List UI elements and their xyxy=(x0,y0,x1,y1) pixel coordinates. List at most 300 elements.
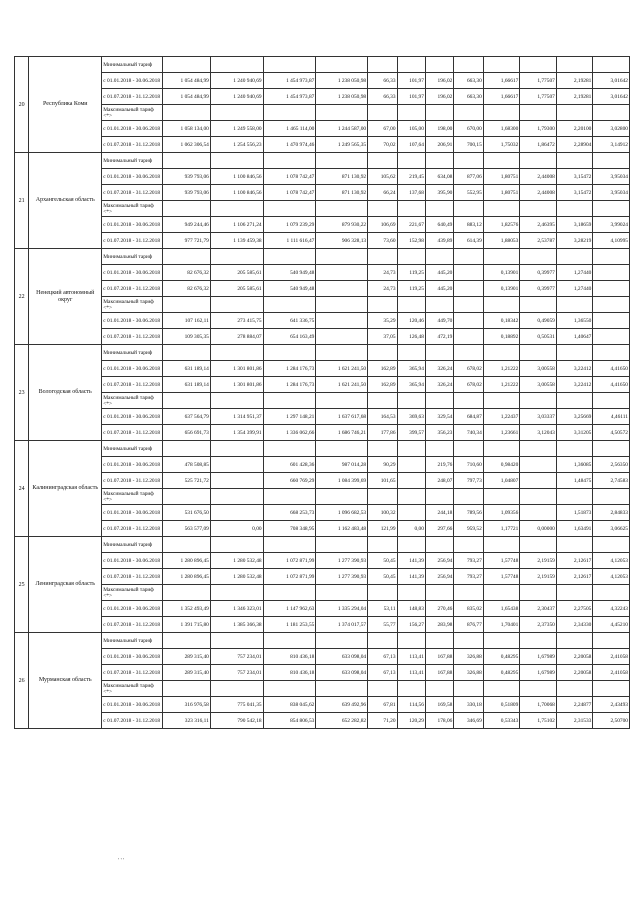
value-cell: 3,28219 xyxy=(556,233,593,249)
value-cell: 177,86 xyxy=(368,425,397,441)
value-cell xyxy=(316,153,368,169)
value-cell: 105,62 xyxy=(368,169,397,185)
value-cell: 119,25 xyxy=(397,281,425,297)
region-number: 26 xyxy=(15,633,29,729)
value-cell: 326,24 xyxy=(425,377,453,393)
table-row xyxy=(15,121,630,137)
value-cell: 2,46395 xyxy=(520,217,557,233)
value-cell xyxy=(163,57,211,73)
period-label: Минимальный тариф xyxy=(102,57,163,73)
value-cell: 141,39 xyxy=(397,553,425,569)
value-cell: 1,63491 xyxy=(556,521,593,537)
value-cell: 1,57748 xyxy=(483,553,520,569)
value-cell xyxy=(368,489,397,505)
period-label: Минимальный тариф xyxy=(102,633,163,649)
value-cell xyxy=(483,249,520,265)
value-cell: 53,11 xyxy=(368,601,397,617)
value-cell: 3,12043 xyxy=(520,425,557,441)
value-cell: 206,91 xyxy=(425,137,453,153)
value-cell xyxy=(425,633,453,649)
table-row xyxy=(15,217,630,233)
period-label: Минимальный тариф xyxy=(102,345,163,361)
table-row xyxy=(15,553,630,569)
value-cell: 196,02 xyxy=(425,73,453,89)
value-cell xyxy=(397,441,425,457)
value-cell xyxy=(263,105,316,121)
value-cell: 1 277 390,93 xyxy=(316,553,368,569)
value-cell: 1 100 846,56 xyxy=(210,185,263,201)
value-cell xyxy=(397,105,425,121)
value-cell: 2,53787 xyxy=(520,233,557,249)
value-cell: 1 284 176,73 xyxy=(263,377,316,393)
table-row xyxy=(15,409,630,425)
value-cell: 24,73 xyxy=(368,281,397,297)
table-row xyxy=(15,137,630,153)
value-cell xyxy=(210,473,263,489)
value-cell: 73,60 xyxy=(368,233,397,249)
value-cell: 1,80751 xyxy=(483,185,520,201)
value-cell xyxy=(163,585,211,601)
value-cell: 205 585,61 xyxy=(210,265,263,281)
value-cell: 1 336 062,66 xyxy=(263,425,316,441)
value-cell: 1,77507 xyxy=(520,89,557,105)
value-cell: 50,45 xyxy=(368,553,397,569)
value-cell: 326,88 xyxy=(454,649,483,665)
value-cell: 871 130,92 xyxy=(316,169,368,185)
value-cell: 66,33 xyxy=(368,73,397,89)
period-label: с 01.07.2018 - 31.12.2018 xyxy=(102,89,163,105)
value-cell: 1 244 587,00 xyxy=(316,121,368,137)
value-cell xyxy=(210,393,263,409)
value-cell xyxy=(425,345,453,361)
value-cell: 790 542,18 xyxy=(210,713,263,729)
value-cell xyxy=(316,105,368,121)
value-cell: 740,34 xyxy=(454,425,483,441)
period-label: с 01.07.2018 - 31.12.2018 xyxy=(102,329,163,345)
value-cell: 3,22412 xyxy=(556,361,593,377)
value-cell: 0,51809 xyxy=(483,697,520,713)
value-cell: 141,39 xyxy=(397,569,425,585)
value-cell: 939 793,06 xyxy=(163,185,211,201)
value-cell: 4,12053 xyxy=(593,569,630,585)
value-cell xyxy=(163,489,211,505)
value-cell: 656 691,73 xyxy=(163,425,211,441)
value-cell: 1 139 459,38 xyxy=(210,233,263,249)
value-cell xyxy=(593,297,630,313)
tariff-table-page xyxy=(14,56,630,729)
value-cell xyxy=(454,681,483,697)
value-cell: 0,18342 xyxy=(483,313,520,329)
value-cell: 162,89 xyxy=(368,361,397,377)
table-row xyxy=(15,105,630,121)
period-label: с 01.07.2018 - 31.12.2018 xyxy=(102,233,163,249)
value-cell xyxy=(210,457,263,473)
value-cell xyxy=(397,457,425,473)
value-cell xyxy=(425,153,453,169)
value-cell xyxy=(368,297,397,313)
value-cell: 273 415,75 xyxy=(210,313,263,329)
value-cell xyxy=(520,585,557,601)
value-cell: 1,27440 xyxy=(556,281,593,297)
value-cell: 1,23661 xyxy=(483,425,520,441)
value-cell: 1 111 616,47 xyxy=(263,233,316,249)
value-cell xyxy=(593,201,630,217)
period-label: Минимальный тариф xyxy=(102,153,163,169)
value-cell xyxy=(593,345,630,361)
value-cell: 4,10995 xyxy=(593,233,630,249)
value-cell: 540 949,48 xyxy=(263,265,316,281)
value-cell xyxy=(425,585,453,601)
value-cell: 167,88 xyxy=(425,649,453,665)
table-row xyxy=(15,473,630,489)
value-cell: 50,45 xyxy=(368,569,397,585)
value-cell: 1 454 973,87 xyxy=(263,73,316,89)
value-cell: 634,08 xyxy=(425,169,453,185)
period-label: с 01.01.2018 - 30.06.2018 xyxy=(102,121,163,137)
value-cell: 1 297 148,21 xyxy=(263,409,316,425)
value-cell xyxy=(556,57,593,73)
value-cell: 1 084 399,69 xyxy=(316,473,368,489)
value-cell xyxy=(316,201,368,217)
value-cell: 660 769,29 xyxy=(263,473,316,489)
value-cell: 4,46111 xyxy=(593,409,630,425)
value-cell: 2,19281 xyxy=(556,73,593,89)
value-cell: 101,97 xyxy=(397,73,425,89)
value-cell: 1 249 558,00 xyxy=(210,121,263,137)
value-cell: 789,56 xyxy=(454,505,483,521)
value-cell: 289 315,40 xyxy=(163,665,211,681)
value-cell: 1 621 241,50 xyxy=(316,361,368,377)
value-cell xyxy=(210,345,263,361)
period-label: с 01.01.2018 - 30.06.2018 xyxy=(102,361,163,377)
table-row xyxy=(15,649,630,665)
value-cell: 101,65 xyxy=(368,473,397,489)
value-cell xyxy=(263,585,316,601)
value-cell xyxy=(316,281,368,297)
region-name: Мурманская область xyxy=(29,633,102,729)
value-cell xyxy=(520,633,557,649)
value-cell: 0,49059 xyxy=(520,313,557,329)
value-cell: 668 253,73 xyxy=(263,505,316,521)
value-cell: 2,24877 xyxy=(556,697,593,713)
value-cell xyxy=(454,201,483,217)
value-cell xyxy=(593,329,630,345)
value-cell: 793,27 xyxy=(454,553,483,569)
value-cell xyxy=(210,57,263,73)
value-cell: 478 508,85 xyxy=(163,457,211,473)
value-cell xyxy=(210,585,263,601)
table-row xyxy=(15,153,630,169)
value-cell: 2,20058 xyxy=(556,649,593,665)
value-cell xyxy=(520,249,557,265)
table-row xyxy=(15,489,630,505)
value-cell: 0,00 xyxy=(397,521,425,537)
value-cell: 167,88 xyxy=(425,665,453,681)
period-label: с 01.01.2018 - 30.06.2018 xyxy=(102,697,163,713)
region-number: 24 xyxy=(15,441,29,537)
value-cell xyxy=(556,153,593,169)
value-cell xyxy=(556,249,593,265)
value-cell: 1 096 682,53 xyxy=(316,505,368,521)
value-cell: 346,69 xyxy=(454,713,483,729)
value-cell: 797,73 xyxy=(454,473,483,489)
value-cell xyxy=(454,105,483,121)
value-cell: 663,30 xyxy=(454,89,483,105)
value-cell: 633 098,04 xyxy=(316,665,368,681)
table-row xyxy=(15,665,630,681)
table-row xyxy=(15,297,630,313)
value-cell: 1 079 239,29 xyxy=(263,217,316,233)
value-cell xyxy=(263,201,316,217)
value-cell: 757 234,01 xyxy=(210,649,263,665)
value-cell xyxy=(368,201,397,217)
value-cell: 3,25669 xyxy=(556,409,593,425)
value-cell xyxy=(210,633,263,649)
value-cell: 2,41058 xyxy=(593,665,630,681)
value-cell xyxy=(210,201,263,217)
value-cell: 283,98 xyxy=(425,617,453,633)
value-cell: 1,65438 xyxy=(483,601,520,617)
value-cell xyxy=(593,489,630,505)
value-cell xyxy=(483,681,520,697)
value-cell xyxy=(210,681,263,697)
value-cell: 445,20 xyxy=(425,265,453,281)
value-cell: 4,41650 xyxy=(593,377,630,393)
value-cell: 939 793,06 xyxy=(163,169,211,185)
value-cell xyxy=(316,57,368,73)
value-cell: 652 282,82 xyxy=(316,713,368,729)
value-cell: 949 244,46 xyxy=(163,217,211,233)
value-cell xyxy=(593,57,630,73)
value-cell: 55,77 xyxy=(368,617,397,633)
value-cell: 330,18 xyxy=(454,697,483,713)
region-name: Республика Коми xyxy=(29,57,102,153)
value-cell: 1 147 962,63 xyxy=(263,601,316,617)
value-cell xyxy=(454,281,483,297)
value-cell: 757 234,01 xyxy=(210,665,263,681)
value-cell: 1 254 556,23 xyxy=(210,137,263,153)
value-cell: 810 436,18 xyxy=(263,649,316,665)
value-cell: 4,45210 xyxy=(593,617,630,633)
value-cell: 1,36550 xyxy=(556,313,593,329)
value-cell xyxy=(483,153,520,169)
value-cell: 472,19 xyxy=(425,329,453,345)
value-cell: 1,21222 xyxy=(483,377,520,393)
value-cell xyxy=(163,297,211,313)
value-cell: 631 189,14 xyxy=(163,361,211,377)
period-label: Максимальный тариф <*> xyxy=(102,585,163,601)
value-cell xyxy=(454,57,483,73)
value-cell: 1 106 271,24 xyxy=(210,217,263,233)
value-cell: 601 428,36 xyxy=(263,457,316,473)
period-label: с 01.01.2018 - 30.06.2018 xyxy=(102,217,163,233)
value-cell: 37,05 xyxy=(368,329,397,345)
value-cell: 1 058 134,00 xyxy=(163,121,211,137)
value-cell: 1 314 951,37 xyxy=(210,409,263,425)
table-row xyxy=(15,313,630,329)
value-cell: 678,02 xyxy=(454,377,483,393)
value-cell: 1 637 617,68 xyxy=(316,409,368,425)
value-cell: 614,39 xyxy=(454,233,483,249)
value-cell xyxy=(556,345,593,361)
value-cell xyxy=(368,57,397,73)
value-cell xyxy=(425,441,453,457)
value-cell: 120,29 xyxy=(397,713,425,729)
value-cell xyxy=(520,153,557,169)
value-cell: 256,94 xyxy=(425,569,453,585)
value-cell xyxy=(454,329,483,345)
value-cell xyxy=(316,313,368,329)
value-cell xyxy=(263,537,316,553)
value-cell xyxy=(210,153,263,169)
value-cell: 0,00000 xyxy=(520,521,557,537)
value-cell: 1,80751 xyxy=(483,169,520,185)
value-cell xyxy=(316,265,368,281)
value-cell xyxy=(556,681,593,697)
value-cell: 1 249 565,35 xyxy=(316,137,368,153)
value-cell: 1 301 801,86 xyxy=(210,361,263,377)
value-cell xyxy=(368,633,397,649)
value-cell: 1 352 493,49 xyxy=(163,601,211,617)
table-row xyxy=(15,233,630,249)
value-cell xyxy=(368,153,397,169)
value-cell xyxy=(483,633,520,649)
value-cell xyxy=(263,345,316,361)
value-cell: 810 436,18 xyxy=(263,665,316,681)
value-cell: 148,83 xyxy=(397,601,425,617)
period-label: с 01.01.2018 - 30.06.2018 xyxy=(102,505,163,521)
value-cell: 248,07 xyxy=(425,473,453,489)
value-cell: 1 686 746,21 xyxy=(316,425,368,441)
value-cell: 2,34330 xyxy=(556,617,593,633)
table-row xyxy=(15,537,630,553)
value-cell: 1,04807 xyxy=(483,473,520,489)
value-cell xyxy=(556,633,593,649)
value-cell: 114,56 xyxy=(397,697,425,713)
value-cell: 196,02 xyxy=(425,89,453,105)
region-number: 22 xyxy=(15,249,29,345)
value-cell: 525 721,72 xyxy=(163,473,211,489)
period-label: с 01.07.2018 - 31.12.2018 xyxy=(102,521,163,537)
value-cell: 289 315,40 xyxy=(163,649,211,665)
value-cell xyxy=(556,105,593,121)
value-cell: 1 277 390,93 xyxy=(316,569,368,585)
value-cell: 1,70401 xyxy=(483,617,520,633)
table-row xyxy=(15,281,630,297)
value-cell: 0,48295 xyxy=(483,649,520,665)
value-cell xyxy=(163,201,211,217)
value-cell: 0,98420 xyxy=(483,457,520,473)
value-cell: 710,60 xyxy=(454,457,483,473)
value-cell xyxy=(425,297,453,313)
period-label: Максимальный тариф <*> xyxy=(102,297,163,313)
value-cell: 1 238 050,98 xyxy=(316,89,368,105)
value-cell: 4,41650 xyxy=(593,361,630,377)
value-cell xyxy=(520,345,557,361)
value-cell xyxy=(520,105,557,121)
value-cell xyxy=(454,265,483,281)
value-cell: 1,57748 xyxy=(483,569,520,585)
value-cell xyxy=(316,681,368,697)
value-cell xyxy=(425,681,453,697)
value-cell xyxy=(556,393,593,409)
period-label: Максимальный тариф <*> xyxy=(102,681,163,697)
table-row xyxy=(15,569,630,585)
value-cell: 3,95034 xyxy=(593,169,630,185)
value-cell: 316 976,58 xyxy=(163,697,211,713)
region-number: 21 xyxy=(15,153,29,249)
value-cell: 879 930,22 xyxy=(316,217,368,233)
period-label: с 01.07.2018 - 31.12.2018 xyxy=(102,185,163,201)
value-cell: 0,00 xyxy=(210,521,263,537)
value-cell: 0,53343 xyxy=(483,713,520,729)
period-label: с 01.01.2018 - 30.06.2018 xyxy=(102,265,163,281)
period-label: с 01.07.2018 - 31.12.2018 xyxy=(102,425,163,441)
table-row xyxy=(15,361,630,377)
value-cell: 3,01642 xyxy=(593,89,630,105)
table-row xyxy=(15,89,630,105)
value-cell: 297,66 xyxy=(425,521,453,537)
value-cell: 107 162,11 xyxy=(163,313,211,329)
value-cell: 0,39977 xyxy=(520,281,557,297)
value-cell xyxy=(316,329,368,345)
period-label: Максимальный тариф <*> xyxy=(102,393,163,409)
period-label: с 01.07.2018 - 31.12.2018 xyxy=(102,713,163,729)
value-cell xyxy=(163,393,211,409)
value-cell: 449,70 xyxy=(425,313,453,329)
value-cell: 1 240 940,69 xyxy=(210,73,263,89)
value-cell xyxy=(316,585,368,601)
region-name: Ненецкий автономный округ xyxy=(29,249,102,345)
period-label: Минимальный тариф xyxy=(102,249,163,265)
value-cell xyxy=(210,249,263,265)
value-cell: 1 054 484,99 xyxy=(163,89,211,105)
value-cell: 2,20058 xyxy=(556,665,593,681)
value-cell: 1 181 253,55 xyxy=(263,617,316,633)
value-cell: 2,37350 xyxy=(520,617,557,633)
value-cell: 637 564,79 xyxy=(163,409,211,425)
value-cell xyxy=(425,105,453,121)
value-cell: 883,12 xyxy=(454,217,483,233)
value-cell xyxy=(368,105,397,121)
value-cell: 1,66617 xyxy=(483,73,520,89)
value-cell xyxy=(263,57,316,73)
value-cell: 1 240 940,69 xyxy=(210,89,263,105)
value-cell: 877,06 xyxy=(454,169,483,185)
table-row xyxy=(15,521,630,537)
value-cell xyxy=(368,585,397,601)
value-cell: 35,29 xyxy=(368,313,397,329)
value-cell: 1 054 484,99 xyxy=(163,73,211,89)
value-cell xyxy=(263,633,316,649)
table-row xyxy=(15,441,630,457)
value-cell xyxy=(163,441,211,457)
value-cell xyxy=(397,473,425,489)
value-cell: 1,67989 xyxy=(520,665,557,681)
value-cell: 1,21222 xyxy=(483,361,520,377)
value-cell: 663,30 xyxy=(454,73,483,89)
value-cell: 1 162 483,48 xyxy=(316,521,368,537)
value-cell xyxy=(520,201,557,217)
period-label: с 01.01.2018 - 30.06.2018 xyxy=(102,553,163,569)
value-cell: 4,12053 xyxy=(593,553,630,569)
value-cell xyxy=(397,345,425,361)
period-label: с 01.01.2018 - 30.06.2018 xyxy=(102,169,163,185)
value-cell xyxy=(556,201,593,217)
period-label: с 01.07.2018 - 31.12.2018 xyxy=(102,569,163,585)
value-cell: 700,15 xyxy=(454,137,483,153)
value-cell: 3,01642 xyxy=(593,73,630,89)
